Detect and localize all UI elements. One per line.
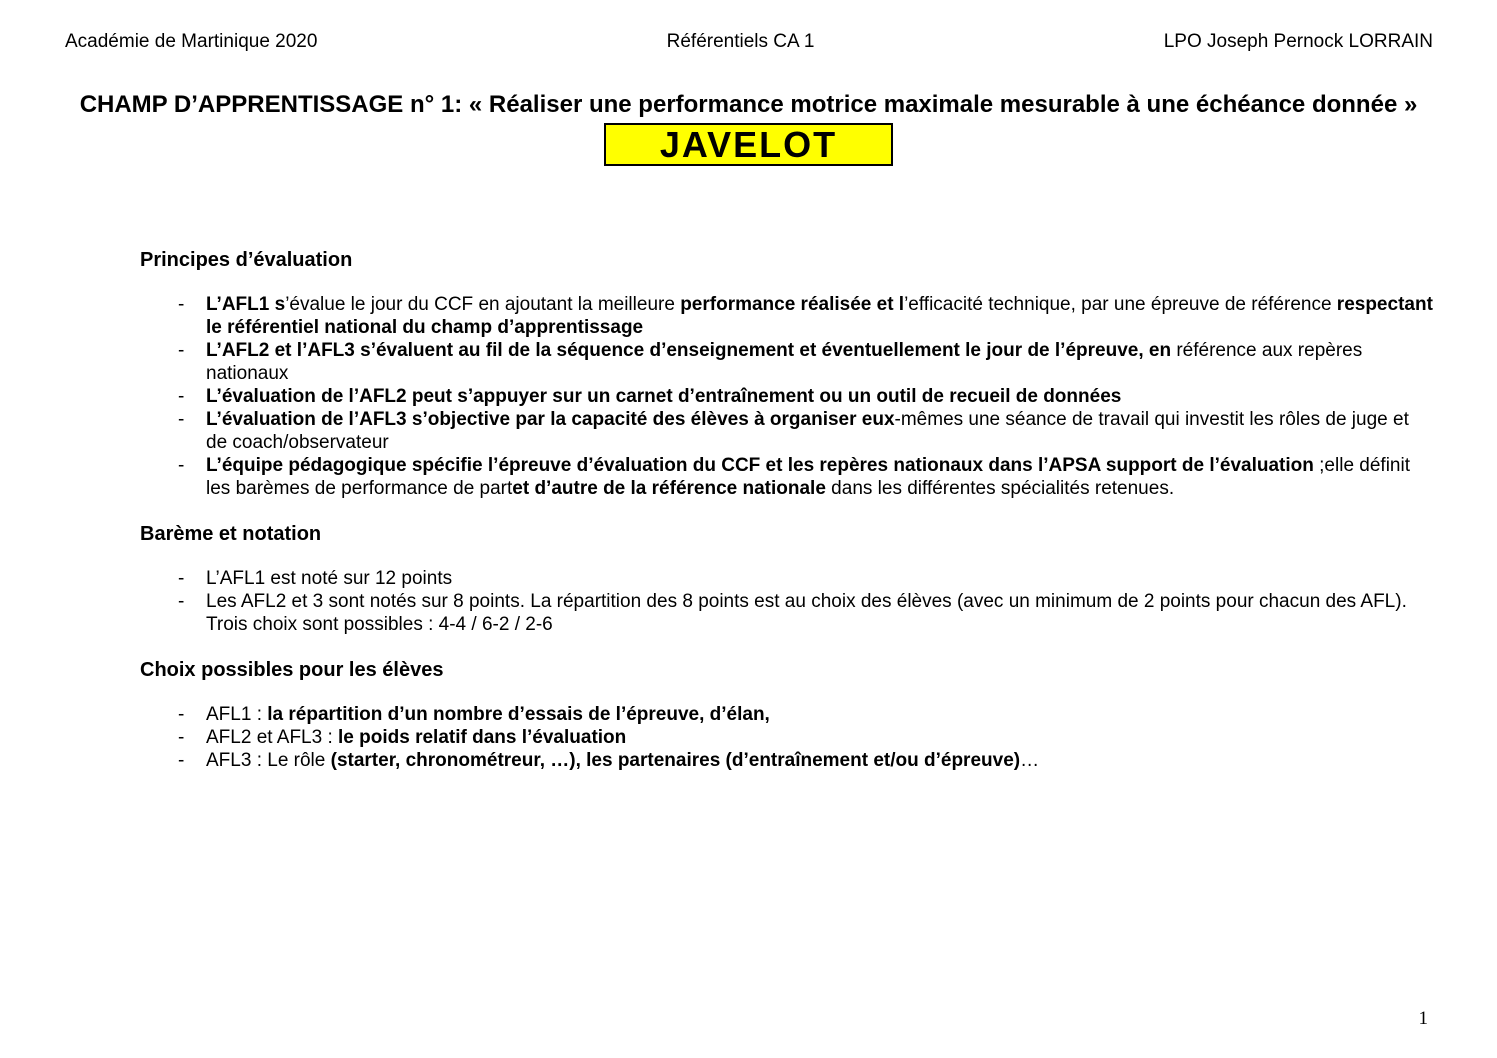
list-item	[178, 749, 1435, 772]
text-segment: ’évalue le jour du CCF en ajoutant la meilleure	[285, 294, 681, 315]
bullet-dash: -	[178, 455, 185, 476]
bullet-text	[206, 385, 1435, 408]
bullet-text	[206, 293, 1435, 339]
list-item	[178, 567, 1435, 590]
document-content	[0, 166, 1497, 772]
list-item	[178, 408, 1435, 454]
bullet-dash: -	[178, 340, 185, 361]
text-segment: référence aux repères nationaux	[206, 340, 1363, 384]
bullet-dash: -	[178, 750, 185, 771]
list-item	[178, 293, 1435, 339]
section-heading: Principes d’évaluation	[140, 249, 353, 271]
header-academy: Académie de Martinique 2020	[65, 31, 318, 52]
text-segment: L’équipe pédagogique spécifie l’épreuve d’évaluation du CCF et les repères nationaux dans l’APSA support de l’évaluation	[206, 455, 1314, 476]
bullet-text	[206, 726, 1435, 749]
list-item	[178, 590, 1435, 636]
text-segment: et d’autre de la référence nationale	[512, 478, 826, 499]
bullet-list	[140, 703, 1435, 772]
bullet-dash: -	[178, 409, 185, 430]
bullet-text	[206, 590, 1435, 636]
text-segment: AFL1 :	[206, 704, 268, 725]
text-segment: L’AFL1 s	[206, 294, 286, 315]
bullet-dash: -	[178, 704, 185, 725]
bullet-text	[206, 703, 1435, 726]
text-segment: L’AFL1 est noté sur 12 points	[206, 568, 453, 589]
bullet-dash: -	[178, 294, 185, 315]
bullet-text	[206, 408, 1435, 454]
text-segment: L’évaluation de l’AFL3 s’objective par la capacité des élèves à organiser eux	[206, 409, 895, 430]
text-segment: ’efficacité technique, par une épreuve de référence	[904, 294, 1337, 315]
list-item	[178, 454, 1435, 500]
bullet-list	[140, 293, 1435, 500]
text-segment: respectant le référentiel national du champ d’apprentissage	[206, 294, 1433, 338]
text-segment: L’AFL2 et l’AFL3 s’évaluent au fil de la séquence d’enseignement et éventuellement le jour de l’épreuve, en	[206, 340, 1177, 361]
subject-label: JAVELOT	[659, 123, 838, 165]
document-section	[140, 249, 1435, 500]
list-item	[178, 703, 1435, 726]
text-segment: ;elle définit les barèmes de performance de part	[206, 455, 1410, 499]
document-section	[140, 523, 1435, 636]
bullet-text	[206, 567, 1435, 590]
list-item	[178, 385, 1435, 408]
document-section	[140, 659, 1435, 772]
bullet-dash: -	[178, 568, 185, 589]
list-item	[178, 339, 1435, 385]
subject-box	[604, 123, 893, 166]
text-segment: la répartition d’un nombre d’essais de l’épreuve, d’élan,	[267, 704, 770, 725]
header-referentiel: Référentiels CA 1	[666, 31, 815, 52]
list-item	[178, 726, 1435, 749]
bullet-text	[206, 339, 1435, 385]
text-segment: L’évaluation de l’AFL2 peut s’appuyer sur un carnet d’entraînement ou un outil de recueil de données	[206, 386, 1122, 407]
bullet-text	[206, 454, 1435, 500]
text-segment: -mêmes une séance de travail qui investit les rôles de juge et de coach/observateur	[206, 409, 1409, 453]
text-segment: (starter, chronométreur, …), les partenaires (d’entraînement et/ou d’épreuve)	[330, 750, 1021, 771]
page-header	[0, 0, 1497, 53]
header-school: LPO Joseph Pernock LORRAIN	[1163, 31, 1433, 52]
text-segment: AFL3 : Le rôle	[206, 750, 331, 771]
bullet-dash: -	[178, 591, 185, 612]
page-title: CHAMP D’APPRENTISSAGE n° 1: « Réaliser une performance motrice maximale mesurable à une échéance donnée »	[79, 91, 1418, 118]
text-segment: dans les différentes spécialités retenues.	[825, 478, 1175, 499]
section-heading: Choix possibles pour les élèves	[140, 659, 444, 681]
bullet-list	[140, 567, 1435, 636]
sections-container	[140, 249, 1435, 772]
bullet-dash: -	[178, 727, 185, 748]
text-segment: le poids relatif dans l’évaluation	[338, 727, 627, 748]
bullet-dash: -	[178, 386, 185, 407]
section-heading: Barème et notation	[140, 523, 322, 545]
text-segment: Les AFL2 et 3 sont notés sur 8 points. La répartition des 8 points est au choix des élèves (avec un minimum de 2 points pour chacun des AFL). Trois choix sont possibles : 4-4 / 6-2 / 2-6	[206, 591, 1407, 635]
bullet-text	[206, 749, 1435, 772]
text-segment: …	[1020, 750, 1040, 771]
text-segment: AFL2 et AFL3 :	[206, 727, 339, 748]
page-number: 1	[1418, 1008, 1428, 1029]
text-segment: performance réalisée et l	[680, 294, 905, 315]
